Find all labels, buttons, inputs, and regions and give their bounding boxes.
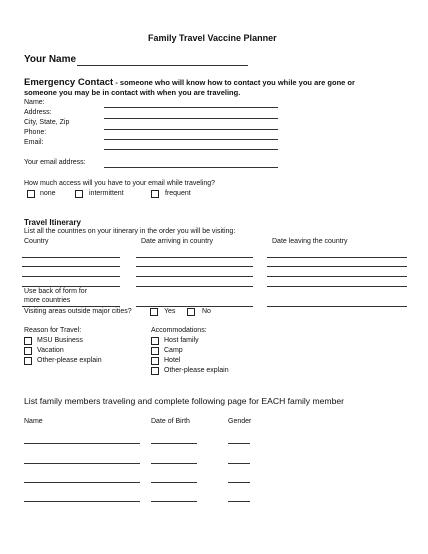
emergency-email-field[interactable] xyxy=(104,149,278,150)
itinerary-arriving-field[interactable] xyxy=(136,257,253,258)
itinerary-arriving-field[interactable] xyxy=(136,306,253,307)
your-email-label: Your email address: xyxy=(24,159,86,166)
family-gender-field[interactable] xyxy=(228,482,250,483)
reason-vacation-checkbox[interactable] xyxy=(24,347,32,355)
accommodation-camp-checkbox[interactable] xyxy=(151,347,159,355)
emergency-contact-heading: Emergency Contact xyxy=(24,77,114,88)
emergency-phone-field[interactable] xyxy=(104,139,278,140)
family-dob-field[interactable] xyxy=(151,482,197,483)
emergency-address-label: Address: xyxy=(24,109,52,116)
family-dob-field[interactable] xyxy=(151,501,197,502)
itinerary-leaving-field[interactable] xyxy=(267,257,407,258)
email-access-none-label: none xyxy=(40,190,56,197)
itinerary-arriving-field[interactable] xyxy=(136,266,253,267)
emergency-phone-label: Phone: xyxy=(24,129,47,136)
itinerary-note-2: more countries xyxy=(24,297,71,304)
reason-heading: Reason for Travel: xyxy=(24,327,82,334)
itinerary-leaving-field[interactable] xyxy=(267,266,407,267)
rural-yes-checkbox[interactable] xyxy=(150,308,158,316)
family-gender-field[interactable] xyxy=(228,463,250,464)
emergency-contact-desc-2: someone you may be in contact with when you are traveling. xyxy=(24,88,241,97)
itinerary-arriving-field[interactable] xyxy=(136,286,253,287)
rural-question: Visiting areas outside major cities? xyxy=(24,308,132,315)
email-access-intermittent-label: intermittent xyxy=(89,190,124,197)
accommodation-camp-label: Camp xyxy=(164,347,183,354)
reason-other-label: Other-please explain xyxy=(37,357,102,364)
page-title: Family Travel Vaccine Planner xyxy=(148,33,277,43)
itinerary-country-field[interactable] xyxy=(22,286,120,287)
reason-msu-business-checkbox[interactable] xyxy=(24,337,32,345)
itinerary-note-1: Use back of form for xyxy=(24,288,88,295)
family-col-gender: Gender xyxy=(228,418,252,425)
family-name-field[interactable] xyxy=(24,482,140,483)
your-name-label: Your Name xyxy=(24,54,77,65)
emergency-contact-heading-line xyxy=(24,78,355,87)
your-email-field[interactable] xyxy=(104,167,278,168)
family-col-dob: Date of Birth xyxy=(151,418,190,425)
rural-yes-label: Yes xyxy=(164,308,176,315)
itinerary-country-field[interactable] xyxy=(22,306,120,307)
emergency-city-field[interactable] xyxy=(104,129,278,130)
family-dob-field[interactable] xyxy=(151,443,197,444)
accommodation-other-label: Other-please explain xyxy=(164,367,229,374)
itinerary-leaving-field[interactable] xyxy=(267,306,407,307)
itinerary-col-country: Country xyxy=(24,238,49,245)
itinerary-leaving-field[interactable] xyxy=(267,276,407,277)
itinerary-country-field[interactable] xyxy=(22,276,120,277)
itinerary-country-field[interactable] xyxy=(22,257,120,258)
reason-vacation-label: Vacation xyxy=(37,347,64,354)
emergency-contact-desc-1: - someone who will know how to contact you while you are gone or xyxy=(113,78,355,87)
emergency-address-field[interactable] xyxy=(104,118,278,119)
family-name-field[interactable] xyxy=(24,501,140,502)
itinerary-col-leaving: Date leaving the country xyxy=(272,238,348,245)
itinerary-leaving-field[interactable] xyxy=(267,286,407,287)
accommodation-hotel-label: Hotel xyxy=(164,357,181,364)
family-gender-field[interactable] xyxy=(228,501,250,502)
your-name-field[interactable] xyxy=(77,65,248,66)
family-gender-field[interactable] xyxy=(228,443,250,444)
rural-no-checkbox[interactable] xyxy=(187,308,195,316)
family-dob-field[interactable] xyxy=(151,463,197,464)
email-access-question: How much access will you have to your email while traveling? xyxy=(24,180,216,187)
family-name-field[interactable] xyxy=(24,443,140,444)
email-access-none-checkbox[interactable] xyxy=(27,190,35,198)
email-access-frequent-checkbox[interactable] xyxy=(151,190,159,198)
itinerary-instruction: List all the countries on your itinerary in the order you will be visiting: xyxy=(24,228,236,235)
accommodations-heading: Accommodations: xyxy=(151,327,207,334)
accommodation-hotel-checkbox[interactable] xyxy=(151,357,159,365)
family-name-field[interactable] xyxy=(24,463,140,464)
reason-msu-business-label: MSU Business xyxy=(37,337,83,344)
accommodation-other-checkbox[interactable] xyxy=(151,367,159,375)
emergency-city-label: City, State, Zip xyxy=(24,119,70,126)
itinerary-arriving-field[interactable] xyxy=(136,276,253,277)
email-access-frequent-label: frequent xyxy=(165,190,191,197)
emergency-name-field[interactable] xyxy=(104,107,278,108)
reason-other-checkbox[interactable] xyxy=(24,357,32,365)
family-col-name: Name xyxy=(24,418,43,425)
family-heading: List family members traveling and complete following page for EACH family member xyxy=(24,396,345,406)
accommodation-host-family-label: Host family xyxy=(164,337,199,344)
rural-no-label: No xyxy=(202,308,211,315)
emergency-email-label: Email: xyxy=(24,139,44,146)
itinerary-heading: Travel Itinerary xyxy=(24,218,81,227)
itinerary-col-arriving: Date arriving in country xyxy=(141,238,213,245)
itinerary-country-field[interactable] xyxy=(22,266,120,267)
emergency-name-label: Name: xyxy=(24,99,45,106)
accommodation-host-family-checkbox[interactable] xyxy=(151,337,159,345)
email-access-intermittent-checkbox[interactable] xyxy=(75,190,83,198)
